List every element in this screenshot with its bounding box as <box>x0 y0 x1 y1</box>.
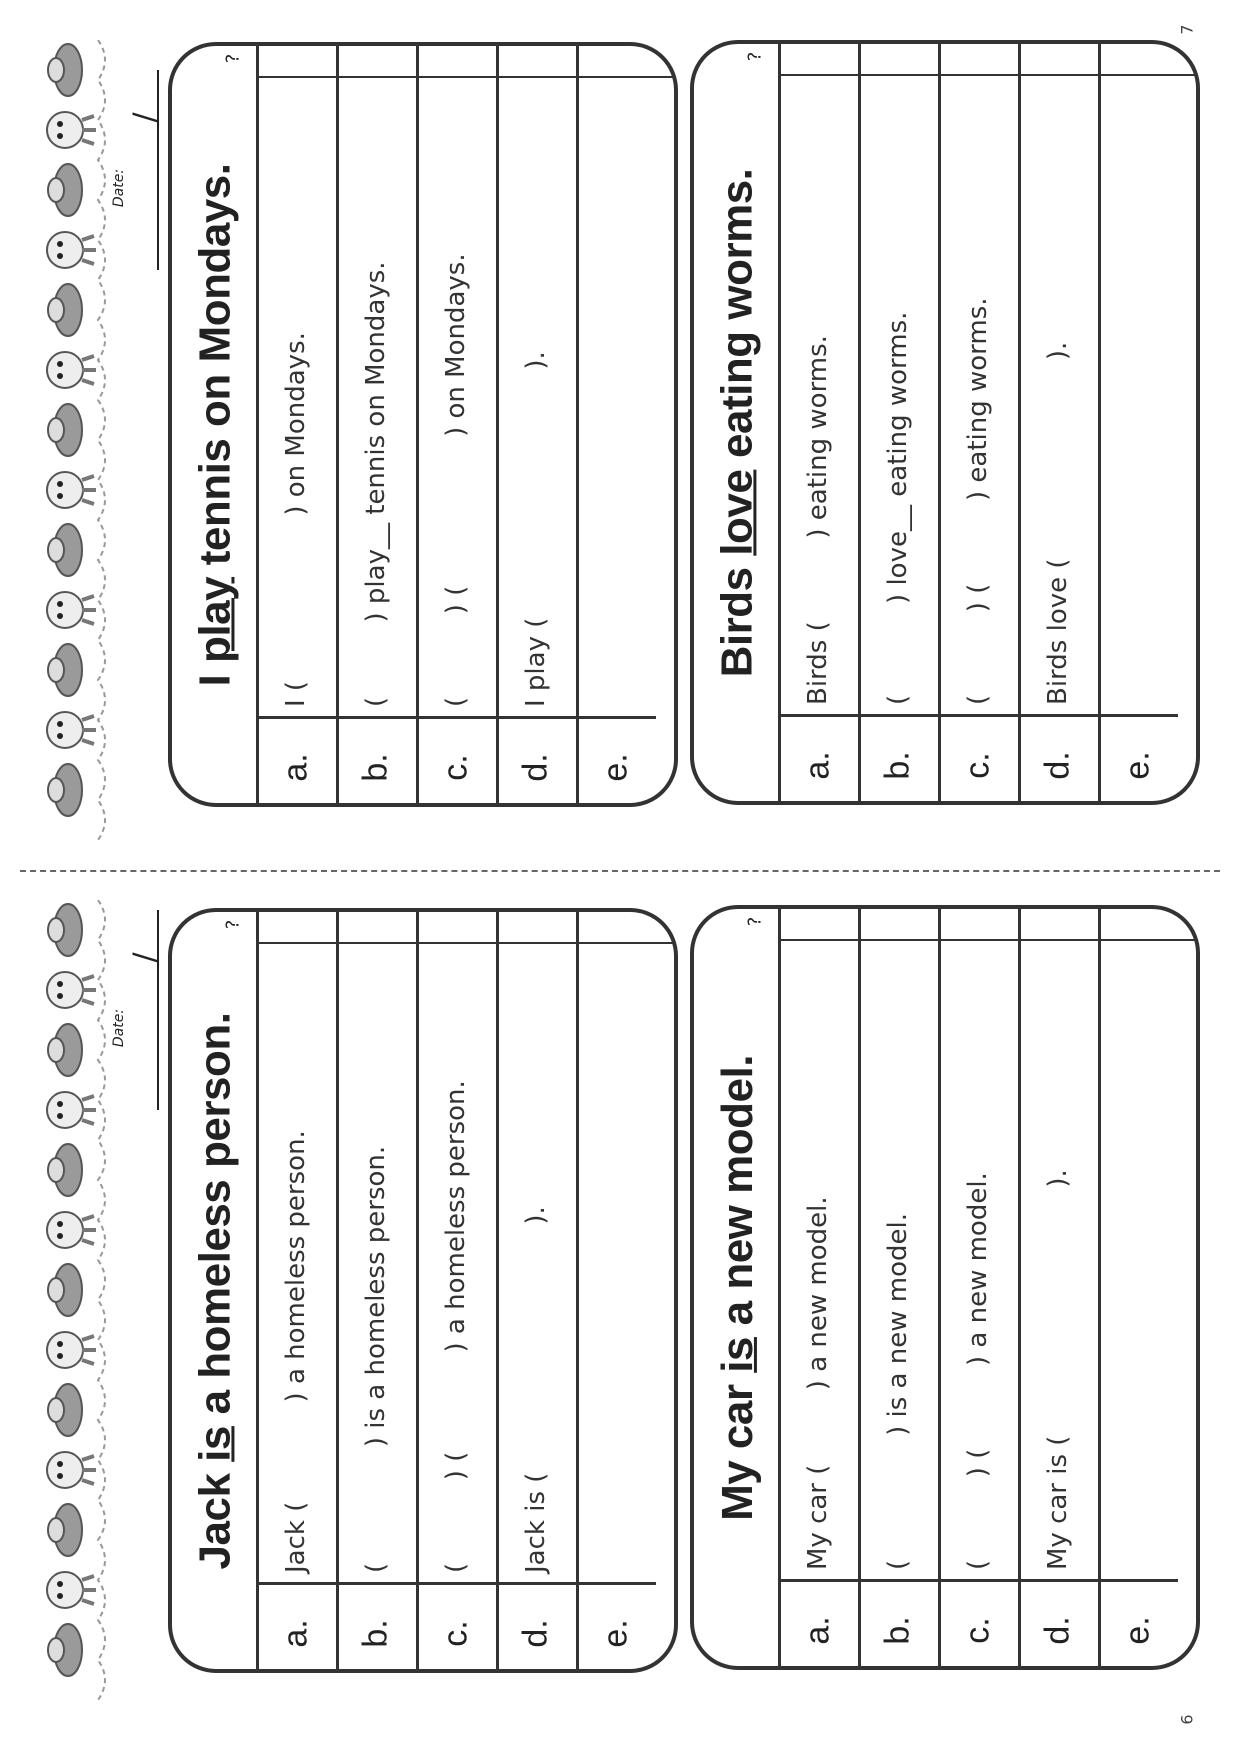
answer-row[interactable] <box>576 42 656 807</box>
row-divider <box>576 912 579 1669</box>
date-label: Date: <box>111 1008 128 1048</box>
row-letter: e. <box>1118 751 1157 780</box>
row-sentence: ( ) ( ) eating worms. <box>963 297 993 705</box>
row-letter: c. <box>436 754 475 781</box>
row-divider <box>256 912 259 1669</box>
row-letter: d. <box>516 753 555 782</box>
date-line <box>157 70 159 270</box>
letter-divider <box>496 1582 576 1585</box>
answer-row[interactable] <box>1018 40 1098 805</box>
row-letter: a. <box>798 751 837 780</box>
date-line <box>157 910 159 1110</box>
row-divider <box>778 909 781 1666</box>
letter-divider <box>858 1579 938 1582</box>
answer-row[interactable] <box>416 42 496 807</box>
row-sentence: ( ) is a new model. <box>883 1213 913 1570</box>
card-title <box>700 40 775 805</box>
row-divider <box>858 909 861 1666</box>
answer-row[interactable] <box>496 908 576 1673</box>
answer-row[interactable] <box>858 905 938 1670</box>
row-letter: c. <box>958 752 997 779</box>
letter-divider <box>416 1582 496 1585</box>
row-sentence: My car is ( ). <box>1043 1169 1073 1570</box>
answer-row[interactable] <box>938 40 1018 805</box>
row-letter: c. <box>958 1617 997 1644</box>
row-divider <box>1018 909 1021 1666</box>
row-letter: d. <box>1038 751 1077 780</box>
answer-row[interactable] <box>336 42 416 807</box>
row-divider <box>336 46 339 803</box>
answer-row[interactable] <box>938 905 1018 1670</box>
row-letter: a. <box>798 1616 837 1645</box>
row-divider <box>576 46 579 803</box>
answer-row[interactable] <box>1098 40 1178 805</box>
row-letter: a. <box>276 753 315 782</box>
question-mark: ? <box>744 916 766 927</box>
right-border-decoration <box>20 900 110 1700</box>
row-letter: b. <box>878 1616 917 1645</box>
row-sentence: Jack ( ) a homeless person. <box>281 1130 311 1573</box>
answer-row[interactable] <box>336 908 416 1673</box>
row-letter: b. <box>356 753 395 782</box>
letter-divider <box>938 1579 1018 1582</box>
row-letter: b. <box>356 1619 395 1648</box>
title-before: My car <box>712 1372 762 1521</box>
row-letter: a. <box>276 1619 315 1648</box>
row-sentence: Birds love ( ). <box>1043 341 1073 705</box>
card-title <box>178 908 253 1673</box>
date-field-bottom[interactable] <box>111 910 170 1130</box>
row-sentence: ( ) is a homeless person. <box>361 1145 391 1573</box>
title-after: a homeless person. <box>190 1012 240 1426</box>
letter-divider <box>576 716 656 719</box>
row-divider <box>416 46 419 803</box>
answer-row[interactable] <box>1018 905 1098 1670</box>
letter-divider <box>256 716 336 719</box>
letter-divider <box>1098 714 1178 717</box>
letter-divider <box>938 714 1018 717</box>
row-sentence <box>1118 950 1158 1570</box>
fold-line <box>20 870 1220 872</box>
row-sentence <box>1118 85 1158 705</box>
letter-divider <box>256 1582 336 1585</box>
letter-divider <box>336 1582 416 1585</box>
row-sentence: ( ) ( ) a homeless person. <box>441 1080 471 1573</box>
letter-divider <box>778 714 858 717</box>
date-field-top[interactable] <box>111 70 170 290</box>
title-underlined-word: is <box>190 1425 240 1462</box>
row-divider <box>938 44 941 801</box>
row-sentence: I ( ) on Mondays. <box>281 332 311 707</box>
row-divider <box>1098 44 1101 801</box>
title-after: a new model. <box>712 1054 762 1337</box>
title-underlined-word: love <box>712 469 762 556</box>
row-divider <box>1018 44 1021 801</box>
answer-row[interactable] <box>496 42 576 807</box>
card-title <box>178 42 253 807</box>
row-letter: d. <box>516 1619 555 1648</box>
row-divider <box>938 909 941 1666</box>
title-underlined-word: is <box>712 1336 762 1373</box>
letter-divider <box>858 714 938 717</box>
date-slash: / <box>127 952 163 963</box>
question-mark: ? <box>222 919 244 930</box>
row-sentence: ( ) ( ) a new model. <box>963 1172 993 1570</box>
answer-row[interactable] <box>256 908 336 1673</box>
page-number-right: 7 <box>1177 24 1197 35</box>
date-slash: / <box>127 112 163 123</box>
row-letter: e. <box>1118 1616 1157 1645</box>
letter-divider <box>1098 1579 1178 1582</box>
row-letter: e. <box>596 753 635 782</box>
row-letter: c. <box>436 1620 475 1647</box>
letter-divider <box>576 1582 656 1585</box>
row-sentence: ( ) ( ) on Mondays. <box>441 253 471 707</box>
title-before: Birds <box>712 555 762 677</box>
row-sentence: Birds ( ) eating worms. <box>803 335 833 705</box>
title-underlined-word: play <box>190 576 240 663</box>
row-sentence: I play ( ). <box>521 351 551 707</box>
answer-row[interactable] <box>416 908 496 1673</box>
row-letter: e. <box>596 1619 635 1648</box>
title-before: I <box>190 662 240 686</box>
row-sentence: Jack is ( ). <box>521 1206 551 1573</box>
row-sentence <box>596 953 636 1573</box>
row-divider <box>256 46 259 803</box>
answer-row[interactable] <box>778 905 858 1670</box>
exercise-card-tennis <box>168 42 678 807</box>
row-sentence: ( ) play__ tennis on Mondays. <box>361 261 391 707</box>
answer-row[interactable] <box>1098 905 1178 1670</box>
row-sentence: ( ) love__ eating worms. <box>883 311 913 705</box>
row-sentence: My car ( ) a new model. <box>803 1196 833 1570</box>
page-number-left: 6 <box>1177 1714 1197 1725</box>
row-sentence <box>596 87 636 707</box>
exercise-card-car <box>690 905 1200 1670</box>
letter-divider <box>1018 1579 1098 1582</box>
row-divider <box>496 46 499 803</box>
letter-divider <box>778 1579 858 1582</box>
date-label: Date: <box>111 168 128 208</box>
row-letter: d. <box>1038 1616 1077 1645</box>
row-divider <box>496 912 499 1669</box>
answer-row[interactable] <box>778 40 858 805</box>
card-title <box>700 905 775 1670</box>
row-divider <box>858 44 861 801</box>
letter-divider <box>1018 714 1098 717</box>
letter-divider <box>336 716 416 719</box>
title-after: eating worms. <box>712 168 762 470</box>
exercise-card-jack <box>168 908 678 1673</box>
row-divider <box>336 912 339 1669</box>
title-after: tennis on Mondays. <box>190 163 240 577</box>
row-divider <box>778 44 781 801</box>
question-mark: ? <box>744 51 766 62</box>
answer-row[interactable] <box>256 42 336 807</box>
answer-row[interactable] <box>858 40 938 805</box>
answer-row[interactable] <box>576 908 656 1673</box>
letter-divider <box>496 716 576 719</box>
title-before: Jack <box>190 1461 240 1569</box>
question-mark: ? <box>222 53 244 64</box>
exercise-card-birds <box>690 40 1200 805</box>
row-divider <box>416 912 419 1669</box>
row-letter: b. <box>878 751 917 780</box>
row-divider <box>1098 909 1101 1666</box>
letter-divider <box>416 716 496 719</box>
left-border-decoration <box>20 40 110 840</box>
